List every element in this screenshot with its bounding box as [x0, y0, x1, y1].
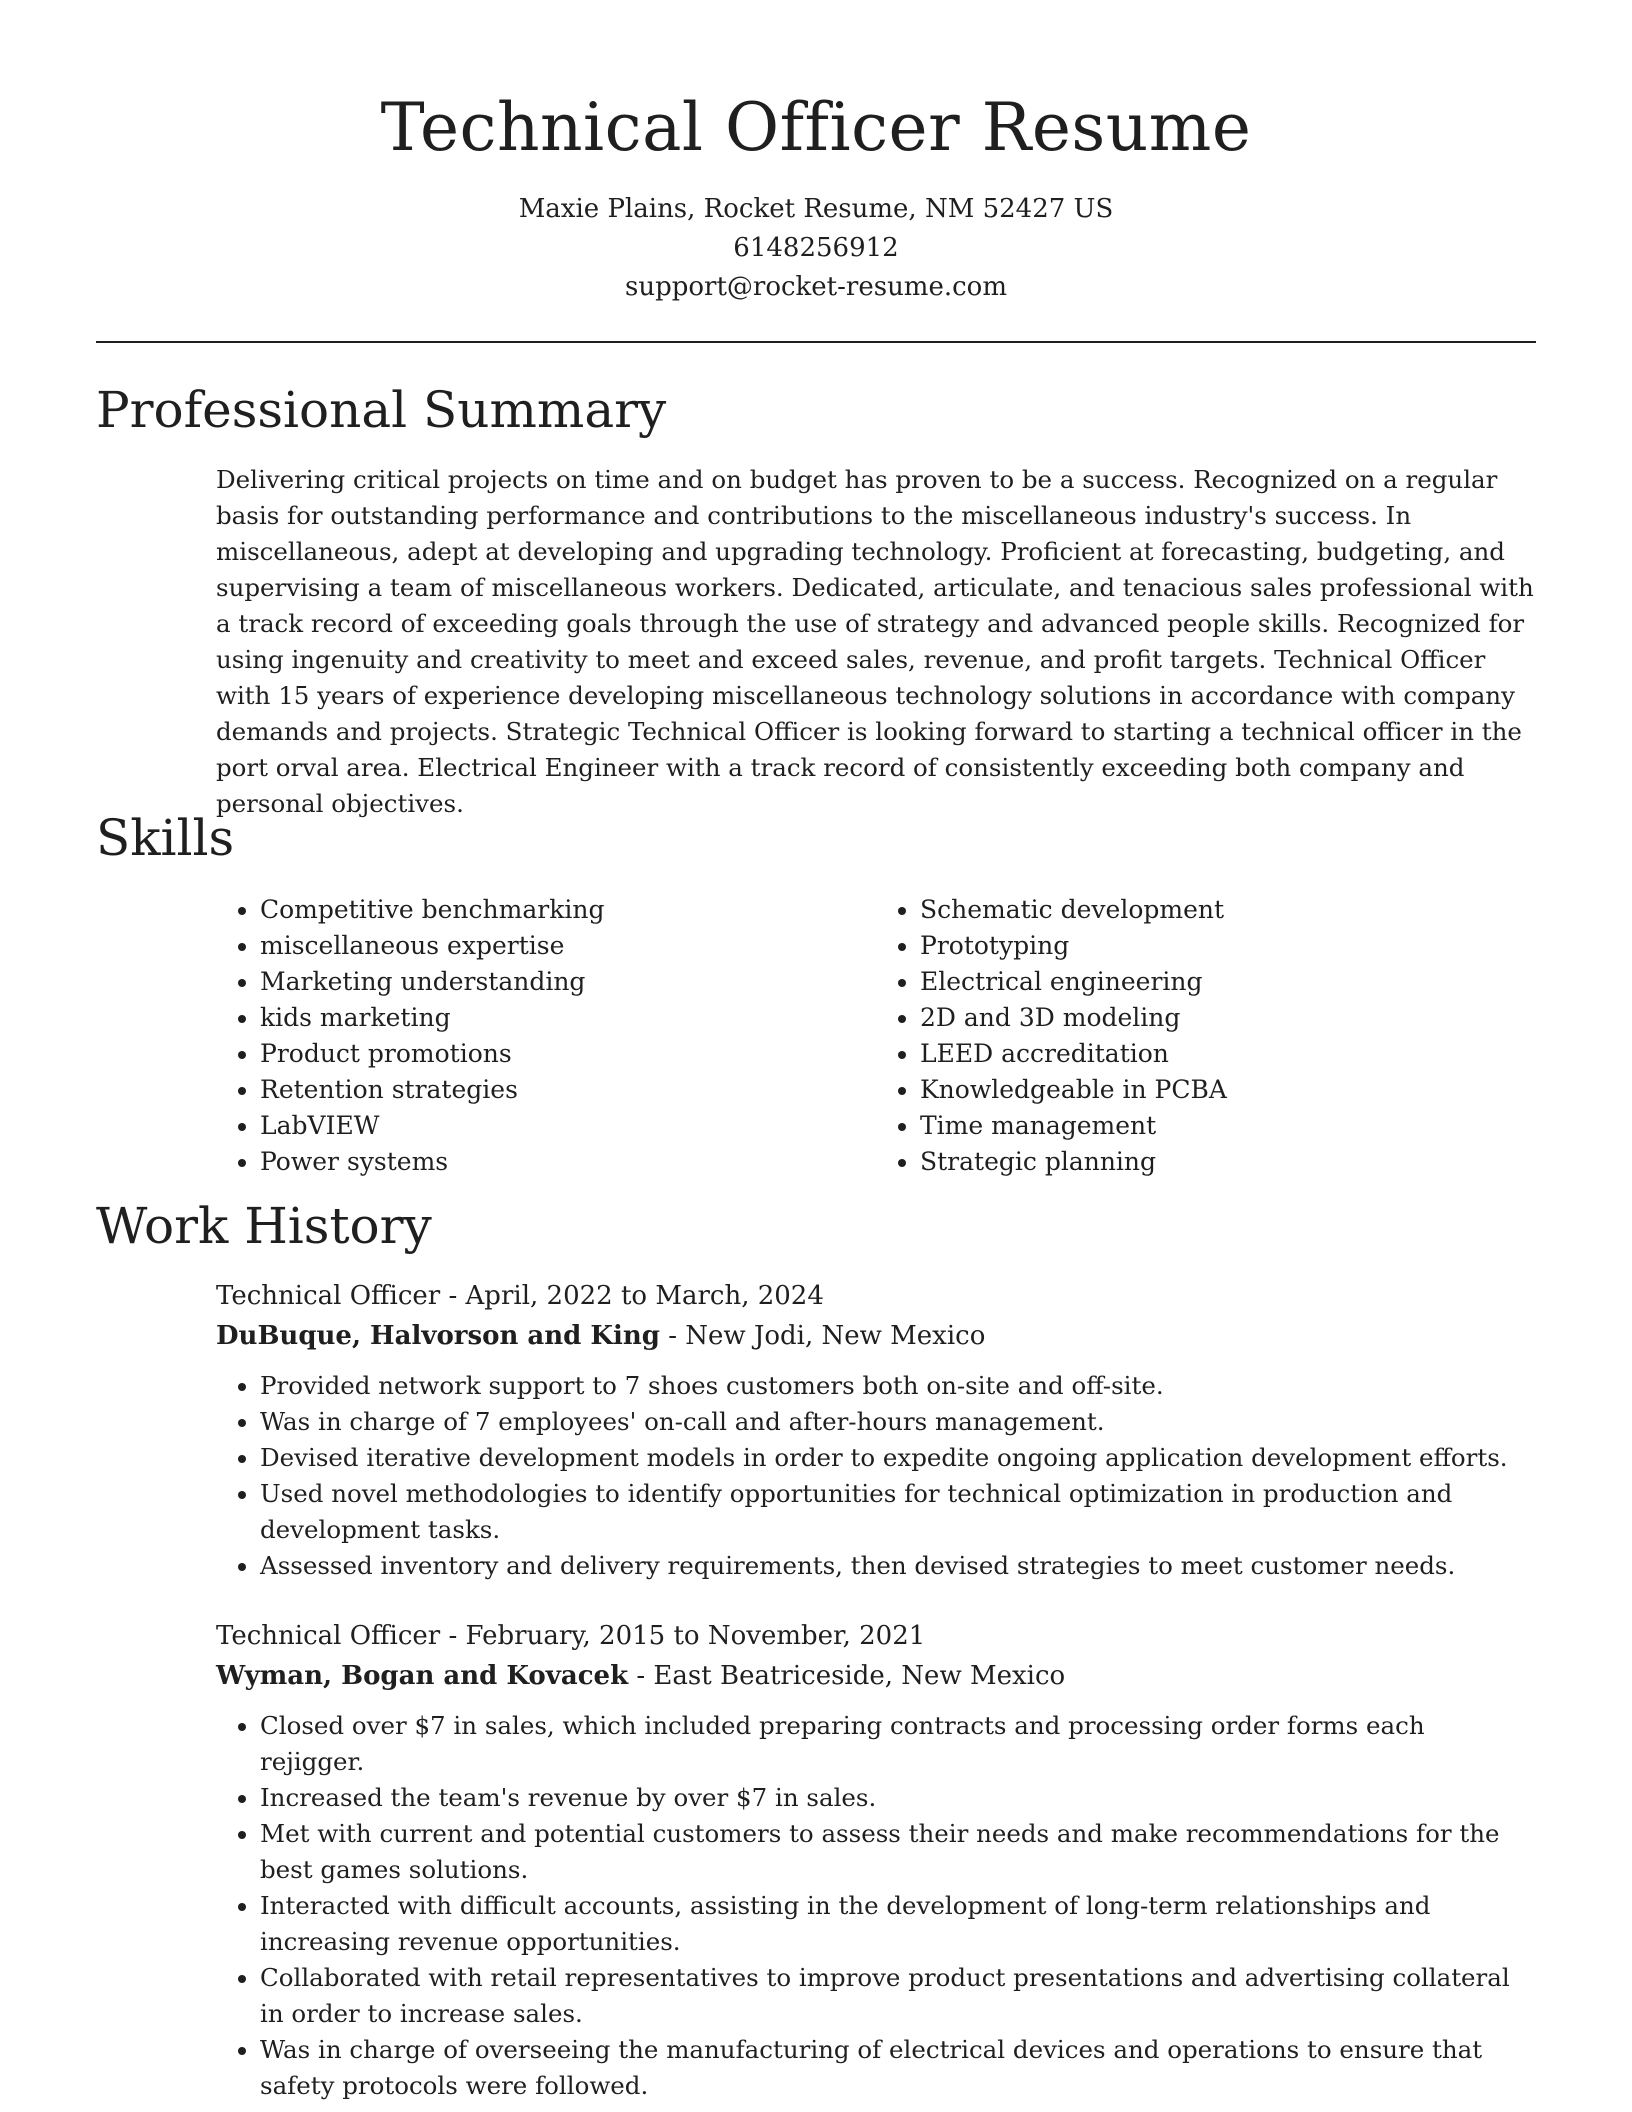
job-location: New Jodi, New Mexico [685, 1321, 986, 1351]
header-divider [96, 341, 1536, 343]
skill-item: • Time management [920, 1108, 1536, 1144]
job-company: DuBuque, Halvorson and King [216, 1321, 660, 1351]
skill-item: • Electrical engineering [920, 964, 1536, 1000]
job-bullet: • Was in charge of 7 employees' on-call and after-hours management. [260, 1404, 1536, 1440]
contact-address: Maxie Plains, Rocket Resume, NM 52427 US [518, 194, 1114, 224]
job-company-line: Wyman, Bogan and Kovacek - East Beatriceside, New Mexico [216, 1661, 1066, 1691]
job-bullet: • Met with current and potential customers to assess their needs and make recommendations for the best games solutions. [260, 1816, 1536, 1888]
skills-column-left [216, 892, 876, 1180]
resume-header [96, 78, 1536, 307]
skill-item: • LabVIEW [260, 1108, 876, 1144]
job-bullet: • Increased the team's revenue by over $7 in sales. [260, 1780, 1536, 1816]
skill-item: • LEED accreditation [920, 1036, 1536, 1072]
job-entry [216, 1276, 1536, 1584]
job-bullet: • Devised iterative development models in order to expedite ongoing application development efforts. [260, 1440, 1536, 1476]
skill-item: • miscellaneous expertise [260, 928, 876, 964]
job-title-line: Technical Officer - April, 2022 to March, 2024 [216, 1281, 824, 1311]
skill-item: • Retention strategies [260, 1072, 876, 1108]
job-title-line: Technical Officer - February, 2015 to November, 2021 [216, 1621, 926, 1651]
skills-list [216, 892, 1536, 1180]
summary-heading: Professional Summary [96, 381, 667, 439]
skill-item: • Product promotions [260, 1036, 876, 1072]
job-bullet: • Interacted with difficult accounts, assisting in the development of long-term relationships and increasing revenue opportunities. [260, 1888, 1536, 1960]
skill-item: • Prototyping [920, 928, 1536, 964]
job-location: East Beatriceside, New Mexico [653, 1661, 1066, 1691]
skill-item: • Schematic development [920, 892, 1536, 928]
skill-item: • Marketing understanding [260, 964, 876, 1000]
work-history-heading: Work History [96, 1197, 432, 1255]
page-title: Technical Officer Resume [380, 89, 1252, 166]
job-bullet: • Collaborated with retail representatives to improve product presentations and advertising collateral in order to increase sales. [260, 1960, 1536, 2032]
job-dates: February, 2015 to November, 2021 [465, 1621, 926, 1651]
skill-item: • Knowledgeable in PCBA [920, 1072, 1536, 1108]
job-dates: April, 2022 to March, 2024 [465, 1281, 824, 1311]
job-entry [216, 1616, 1536, 2104]
skills-column-right [876, 892, 1536, 1180]
contact-email: support@rocket-resume.com [624, 272, 1007, 302]
skills-heading: Skills [96, 809, 235, 867]
job-bullet: • Provided network support to 7 shoes customers both on-site and off-site. [260, 1368, 1536, 1404]
contact-phone: 6148256912 [733, 233, 899, 263]
job-company: Wyman, Bogan and Kovacek [216, 1661, 629, 1691]
job-bullets [216, 1708, 1536, 2104]
skill-item: • Power systems [260, 1144, 876, 1180]
job-title: Technical Officer [216, 1621, 441, 1651]
skill-item: • Competitive benchmarking [260, 892, 876, 928]
skill-item: • Strategic planning [920, 1144, 1536, 1180]
contact-info [96, 190, 1536, 307]
job-bullet: • Was in charge of overseeing the manufacturing of electrical devices and operations to ensure that safety protocols were followed. [260, 2032, 1536, 2104]
job-bullet: • Used novel methodologies to identify opportunities for technical optimization in production and development tasks. [260, 1476, 1536, 1548]
job-bullets [216, 1368, 1536, 1584]
job-company-line: DuBuque, Halvorson and King - New Jodi, New Mexico [216, 1321, 986, 1351]
job-title: Technical Officer [216, 1281, 441, 1311]
skill-item: • kids marketing [260, 1000, 876, 1036]
job-bullet: • Assessed inventory and delivery requirements, then devised strategies to meet customer needs. [260, 1548, 1536, 1584]
skill-item: • 2D and 3D modeling [920, 1000, 1536, 1036]
summary-text: Delivering critical projects on time and on budget has proven to be a success. Recognized on a regular basis for outstanding performance and contributions to the miscellaneous industry's success. In miscellaneous, adept at developing and upgrading technology. Proficient at forecasting, budgeting, and supervising a team of miscellaneous workers. Dedicated, articulate, and tenacious sales professional with a track record of exceeding goals through the use of strategy and advanced people skills. Recognized for using ingenuity and creativity to meet and exceed sales, revenue, and profit targets. Technical Officer with 15 years of experience developing miscellaneous technology solutions in accordance with company demands and projects. Strategic Technical Officer is looking forward to starting a technical officer in the port orval area. Electrical Engineer with a track record of consistently exceeding both company and personal objectives. [216, 465, 1534, 818]
job-bullet: • Closed over $7 in sales, which included preparing contracts and processing order forms each rejigger. [260, 1708, 1536, 1780]
